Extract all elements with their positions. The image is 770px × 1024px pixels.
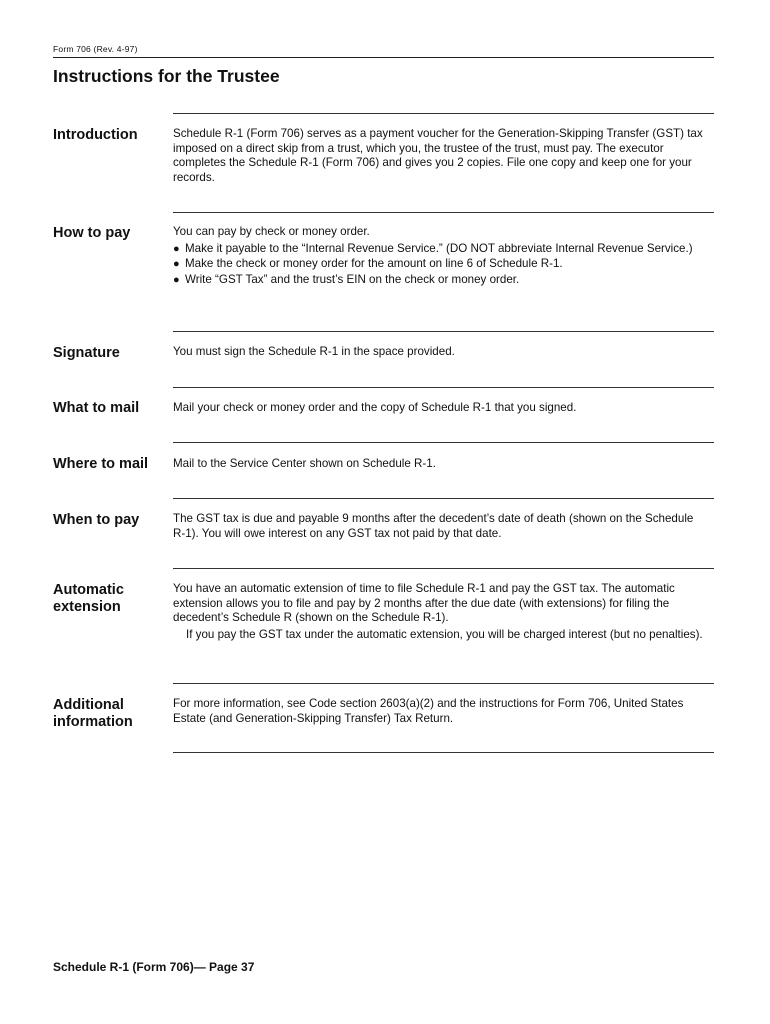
section-label-additional-information xyxy=(53,697,168,731)
section-paragraph: For more information, see Code section 2603(a)(2) and the instructions for Form 706, United States Estate (and Generation-Skipping Transfer) Tax Return. xyxy=(173,697,684,725)
section-label-when-to-pay xyxy=(53,512,168,529)
section-paragraph: Mail your check or money order and the copy of Schedule R-1 that you signed. xyxy=(173,401,577,414)
bullet-icon: ● xyxy=(173,258,180,271)
section-body-signature xyxy=(173,345,708,362)
list-item xyxy=(173,257,708,272)
section-body-introduction xyxy=(173,127,708,187)
section-body-how-to-pay xyxy=(173,225,708,288)
bullet-icon: ● xyxy=(173,273,180,286)
section-divider xyxy=(173,331,714,332)
section-label-how-to-pay xyxy=(53,225,168,242)
section-label-where-to-mail xyxy=(53,456,168,473)
section-label-line: Introduction xyxy=(53,127,138,143)
section-paragraph: The GST tax is due and payable 9 months after the decedent’s date of death (shown on the Schedule R-1). You will owe interest on any GST tax not paid by that date. xyxy=(173,512,694,540)
section-body-when-to-pay xyxy=(173,512,708,543)
section-label-line: When to pay xyxy=(53,512,140,528)
section-paragraph: You must sign the Schedule R-1 in the space provided. xyxy=(173,345,455,358)
section-label-line: What to mail xyxy=(53,400,140,416)
section-label-line: information xyxy=(53,714,133,730)
section-label-line: Where to mail xyxy=(53,456,149,472)
section-label-what-to-mail xyxy=(53,400,168,417)
list-item-text: Make the check or money order for the amount on line 6 of Schedule R-1. xyxy=(185,257,563,271)
section-label-signature xyxy=(53,345,168,362)
list-item xyxy=(173,273,708,288)
list-item-text: Make it payable to the “Internal Revenue Service.” (DO NOT abbreviate Internal Revenue Service.) xyxy=(185,241,693,255)
section-divider xyxy=(173,442,714,443)
section-label-line: How to pay xyxy=(53,225,131,241)
section-paragraph: You can pay by check or money order. xyxy=(173,225,370,238)
list-item xyxy=(173,242,708,257)
section-body-additional-information xyxy=(173,697,708,728)
payment-instructions-list xyxy=(173,242,708,288)
section-label-line: extension xyxy=(53,599,121,615)
section-label-line: Additional xyxy=(53,697,124,713)
section-divider xyxy=(173,568,714,569)
section-label-line: Automatic xyxy=(53,582,124,598)
section-label-introduction xyxy=(53,127,168,144)
section-divider xyxy=(173,387,714,388)
section-paragraph: Mail to the Service Center shown on Schedule R-1. xyxy=(173,457,436,470)
section-divider xyxy=(173,683,714,684)
section-label-line: Signature xyxy=(53,345,120,361)
section-paragraph: You have an automatic extension of time to file Schedule R-1 and pay the GST tax. The automatic extension allows you to file and pay by 2 months after the due date (with extensions) for filing the decedent’s Schedule R (shown on the Schedule R-1). xyxy=(173,582,675,625)
page-title: Instructions for the Trustee xyxy=(53,66,280,86)
form-revision-label: Form 706 (Rev. 4-97) xyxy=(53,44,138,54)
bullet-icon: ● xyxy=(173,242,180,255)
section-divider xyxy=(173,113,714,114)
section-label-automatic-extension xyxy=(53,582,168,616)
list-item-text: Write “GST Tax” and the trust’s EIN on the check or money order. xyxy=(185,272,520,286)
section-divider xyxy=(173,752,714,753)
section-paragraph: If you pay the GST tax under the automatic extension, you will be charged interest (but no penalties). xyxy=(186,627,703,641)
section-body-where-to-mail xyxy=(173,457,708,474)
header-rule xyxy=(53,57,714,58)
section-paragraph: Schedule R-1 (Form 706) serves as a payment voucher for the Generation-Skipping Transfer (GST) tax imposed on a direct skip from a trust, which you, the trustee of the trust, must pay. The executor completes the Schedule R-1 (Form 706) and gives you 2 copies. File one copy and keep one for your records. xyxy=(173,127,703,184)
section-body-what-to-mail xyxy=(173,401,708,418)
section-body-automatic-extension xyxy=(173,582,708,644)
section-divider xyxy=(173,212,714,213)
page-footer: Schedule R-1 (Form 706)— Page 37 xyxy=(53,960,255,974)
section-divider xyxy=(173,498,714,499)
